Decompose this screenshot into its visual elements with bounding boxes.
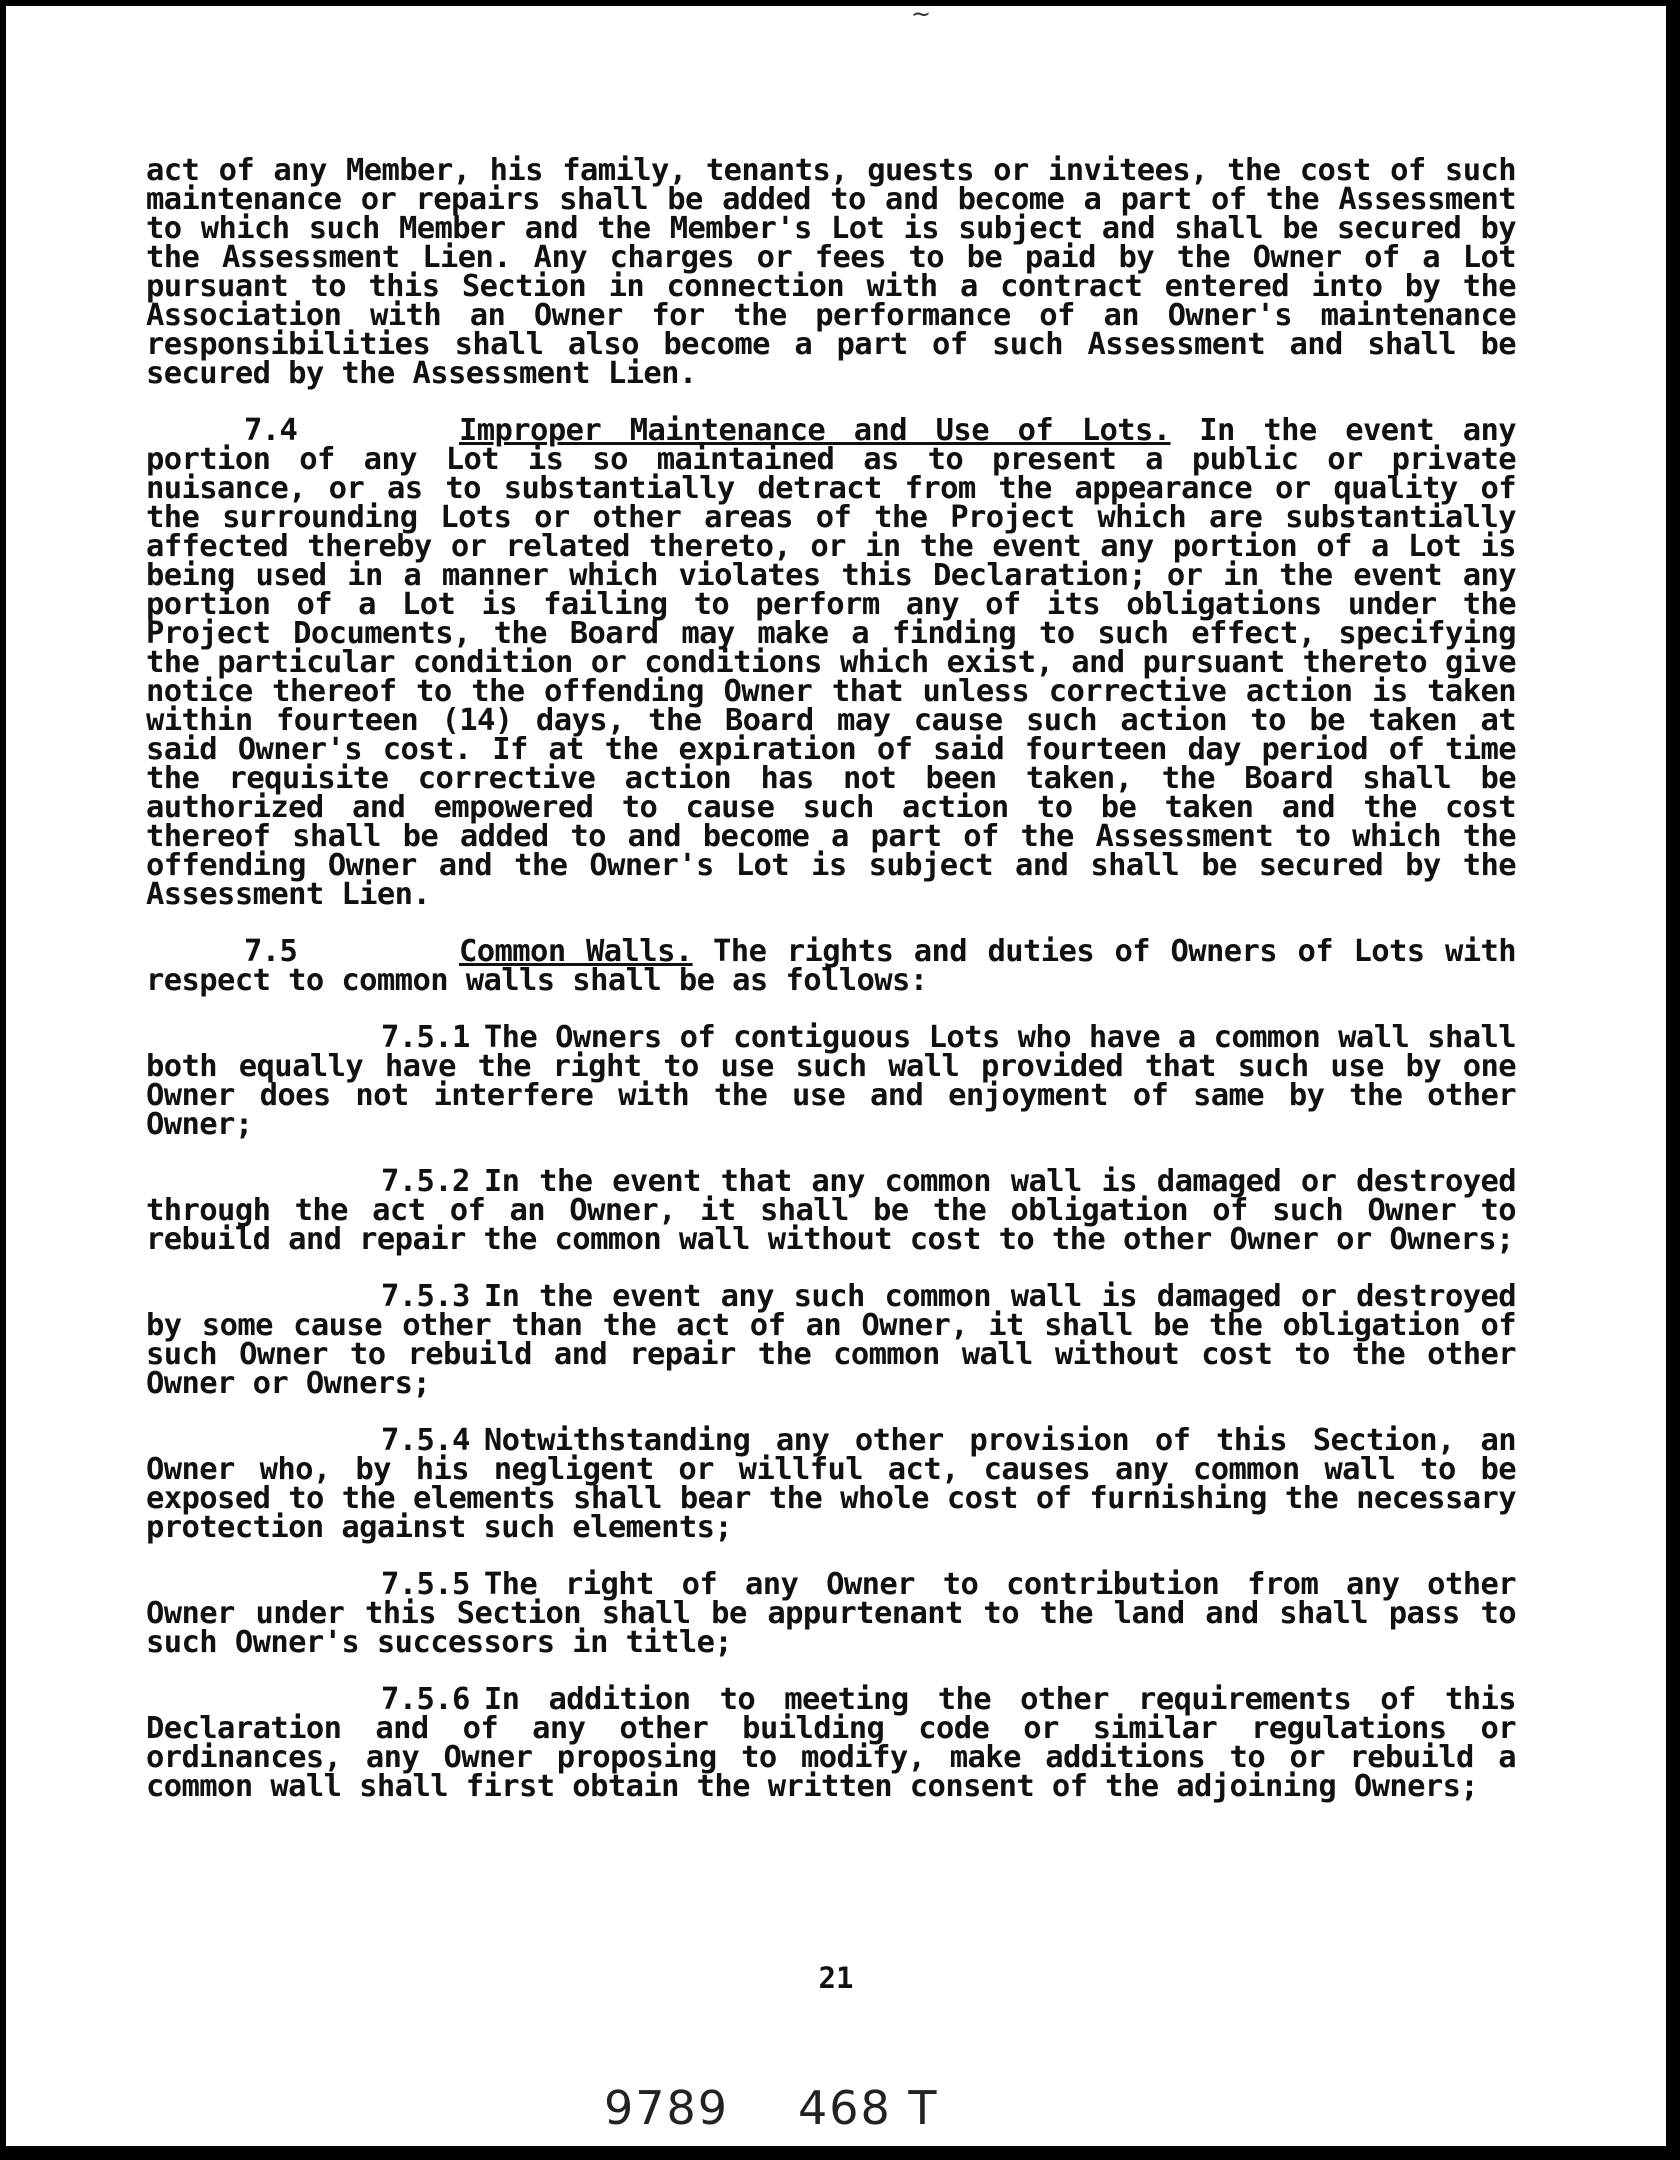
subsection-7-5-5 <box>146 1567 1516 1660</box>
section-7-4 <box>146 413 1517 912</box>
subsection-7-5-3 <box>146 1279 1516 1401</box>
subsection-text: The Owners of contiguous Lots who have a common wall shall both equally have the right to use such wall provided that such use by one Owner does not interfere with the use and enjoyment of same by the other Owner; <box>146 1020 1516 1142</box>
section-text: In the event any portion of any Lot is so maintained as to present a public or private nuisance, or as to substantially detract from the appearance or quality of the surrounding Lots or other areas of the Project which are substantially affected thereby or related thereto, or in the event any portion of a Lot is being used in a manner which violates this Declaration; or in the event any portion of a Lot is failing to perform any of its obligations under the Project Documents, the Board may make a finding to such effect, specifying the particular condition or conditions which exist, and pursuant thereto give notice thereof to the offending Owner that unless corrective action is taken within fourteen (14) days, the Board may cause such action to be taken at said Owner's cost. If at the expiration of said fourteen day period of time the requisite corrective action has not been taken, the Board shall be authorized and empowered to cause such action to be taken and the cost thereof shall be added to and become a part of the Assessment to which the offending Owner and the Owner's Lot is subject and shall be secured by the Assessment Lien. <box>146 413 1517 912</box>
subsection-text: In the event any such common wall is damaged or destroyed by some cause other than the act of an Owner, it shall be the obligation of such Owner to rebuild and repair the common wall without cost to the other Owner or Owners; <box>146 1279 1516 1401</box>
document-body <box>146 153 1517 1829</box>
scan-artifact-mark: ~ <box>911 6 932 28</box>
subsection-text: In the event that any common wall is damaged or destroyed through the act of an Owner, it shall be the obligation of such Owner to rebuild and repair the common wall without cost to the other Owner or Owners; <box>146 1164 1516 1257</box>
subsection-7-5-2 <box>146 1164 1516 1257</box>
subsection-7-5-6 <box>146 1682 1516 1804</box>
section-text: The rights and duties of Owners of Lots with respect to common walls shall be as follows: <box>146 934 1516 998</box>
section-number: 7.5 <box>244 934 298 969</box>
stamp-left-text: 9789 <box>604 2081 730 2135</box>
subsection-number: 7.5.2 <box>381 1164 470 1199</box>
document-page <box>6 6 1666 2146</box>
subsection-text: The right of any Owner to contribution from any other Owner under this Section shall be appurtenant to the land and shall pass to such Owner's successors in title; <box>146 1567 1516 1660</box>
subsection-text: In addition to meeting the other requirements of this Declaration and of any other building code or similar regulations or ordinances, any Owner proposing to modify, make additions to or rebuild a common wall shall first obtain the written consent of the adjoining Owners; <box>146 1682 1516 1804</box>
section-7-5 <box>146 934 1516 998</box>
section-number: 7.4 <box>244 413 298 448</box>
intro-paragraph: act of any Member, his family, tenants, guests or invitees, the cost of such maintenance or repairs shall be added to and become a part of the Assessment to which such Member and the Member's Lot is subject and shall be secured by the Assessment Lien. Any charges or fees to be paid by the Owner of a Lot pursuant to this Section in connection with a contract entered into by the Association with an Owner for the performance of an Owner's maintenance responsibilities shall also become a part of such Assessment and shall be secured by the Assessment Lien. <box>146 153 1516 391</box>
stamp-right-text: 468 T <box>798 2081 939 2135</box>
subsection-number: 7.5.6 <box>381 1682 470 1717</box>
section-heading: Improper Maintenance and Use of Lots. <box>459 413 1171 448</box>
subsection-text: Notwithstanding any other provision of this Section, an Owner who, by his negligent or willful act, causes any common wall to be exposed to the elements shall bear the whole cost of furnishing the necessary protection against such elements; <box>146 1423 1516 1545</box>
section-heading: Common Walls. <box>459 934 693 969</box>
subsection-number: 7.5.4 <box>381 1423 470 1458</box>
page-number: 21 <box>818 1961 854 1995</box>
subsection-number: 7.5.1 <box>381 1020 470 1055</box>
subsection-number: 7.5.5 <box>381 1567 470 1602</box>
subsection-7-5-4 <box>146 1423 1516 1545</box>
subsection-7-5-1 <box>146 1020 1516 1142</box>
subsection-number: 7.5.3 <box>381 1279 470 1314</box>
